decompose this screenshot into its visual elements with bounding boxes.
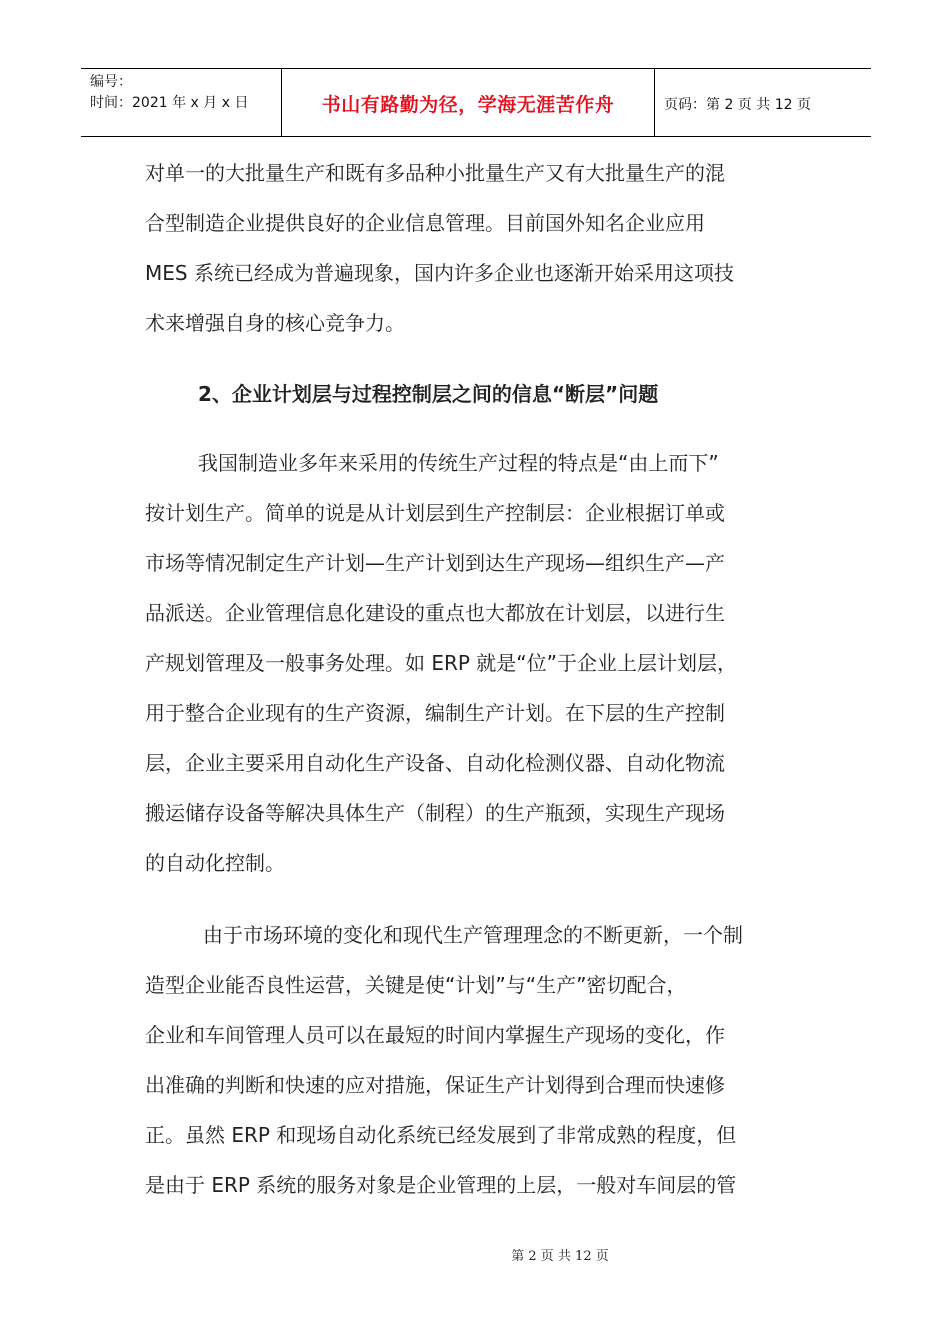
paragraph-2 [145,450,805,876]
text-line: MES 系统已经成为普遍现象，国内许多企业也逐渐开始采用这项技 [145,261,734,285]
text-line: 我国制造业多年来采用的传统生产过程的特点是“由上而下” [198,451,719,475]
text-line: 正。虽然 ERP 和现场自动化系统已经发展到了非常成熟的程度，但 [145,1123,737,1147]
text-line: 市场等情况制定生产计划—生产计划到达生产现场—组织生产—产 [145,551,725,575]
section-heading: 2、企业计划层与过程控制层之间的信息“断层”问题 [198,382,659,406]
text-line: 对单一的大批量生产和既有多品种小批量生产又有大批量生产的混 [145,161,725,185]
text-line: 按计划生产。简单的说是从计划层到生产控制层：企业根据订单或 [145,501,725,525]
page-footer [0,1245,950,1264]
header-motto: 书山有路勤为径，学海无涯苦作舟 [321,94,615,116]
paragraph-3 [145,922,805,1198]
header-page-info-cell [655,69,871,136]
text-line: 搬运储存设备等解决具体生产（制程）的生产瓶颈，实现生产现场 [145,801,725,825]
text-line: 造型企业能否良性运营，关键是使“计划”与“生产”密切配合， [145,973,687,997]
document-time-label: 时间：2021 年 x 月 x 日 [90,95,249,111]
header-left-cell [81,69,282,136]
header-page-info: 页码：第 2 页 共 12 页 [664,96,811,113]
page-header [81,68,871,137]
footer-page-number: 第 2 页 共 12 页 [511,1249,609,1264]
text-line: 品派送。企业管理信息化建设的重点也大都放在计划层，以进行生 [145,601,725,625]
text-line: 由于市场环境的变化和现代生产管理理念的不断更新，一个制 [203,923,743,947]
text-line: 用于整合企业现有的生产资源，编制生产计划。在下层的生产控制 [145,701,725,725]
text-line: 是由于 ERP 系统的服务对象是企业管理的上层，一般对车间层的管 [145,1173,737,1197]
text-line: 层，企业主要采用自动化生产设备、自动化检测仪器、自动化物流 [145,751,725,775]
text-line: 的自动化控制。 [145,851,285,875]
text-line: 企业和车间管理人员可以在最短的时间内掌握生产现场的变化，作 [145,1023,725,1047]
document-number-label: 编号： [90,74,132,90]
document-body [145,160,805,1198]
text-line: 合型制造企业提供良好的企业信息管理。目前国外知名企业应用 [145,211,705,235]
text-line: 出准确的判断和快速的应对措施，保证生产计划得到合理而快速修 [145,1073,725,1097]
text-line: 产规划管理及一般事务处理。如 ERP 就是“位”于企业上层计划层， [145,651,738,675]
header-motto-cell [282,69,655,136]
text-line: 术来增强自身的核心竞争力。 [145,311,405,335]
paragraph-1 [145,160,805,336]
